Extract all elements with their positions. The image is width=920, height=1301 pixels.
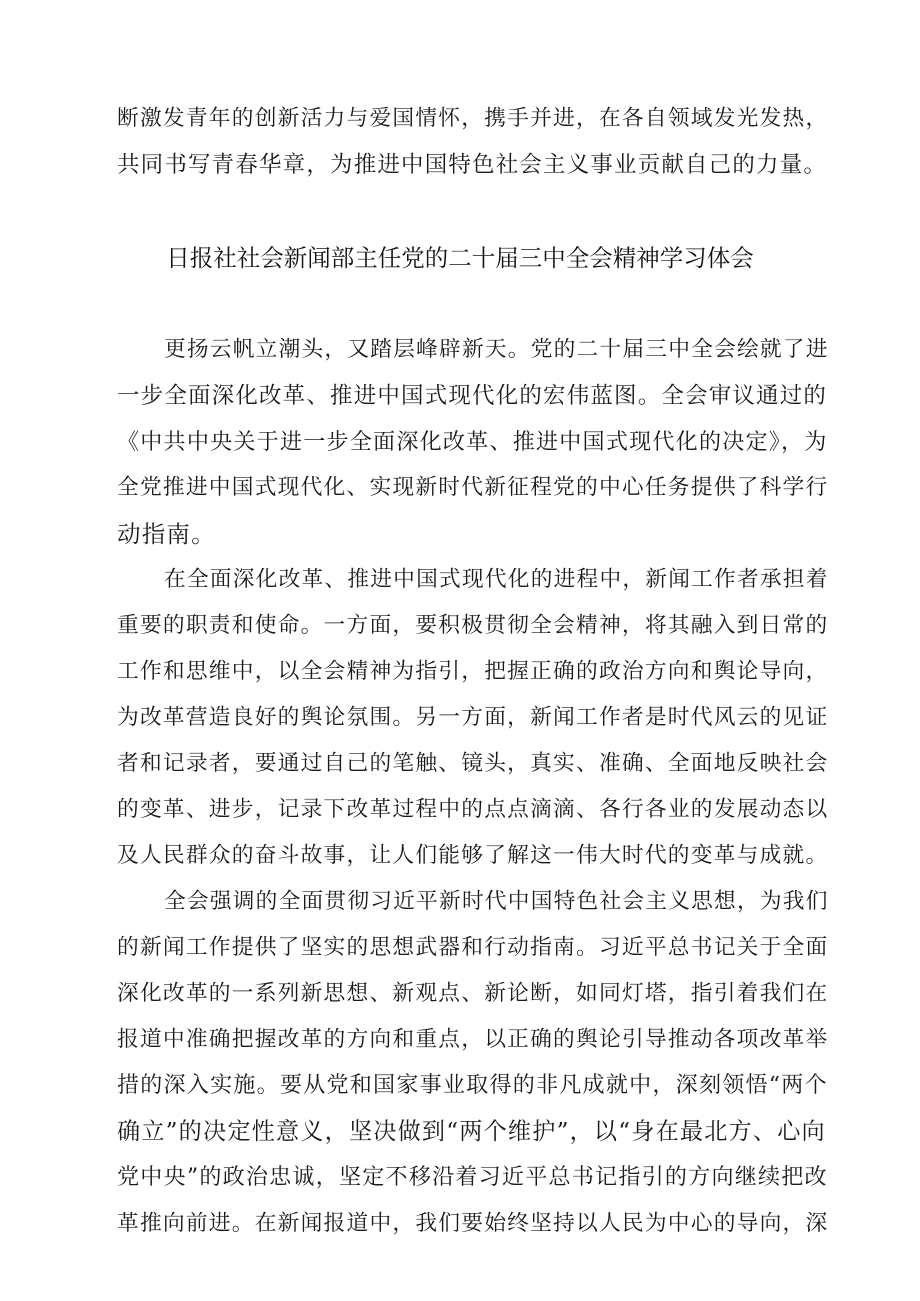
paragraph-line: 确立”的决定性意义，坚决做到“两个维护”，以“身在最北方、心向: [117, 1119, 826, 1145]
paragraph-line: 更扬云帆立潮头，又踏层峰辟新天。党的二十届三中全会绘就了进: [164, 337, 829, 362]
paragraph-line: 为改革营造良好的舆论氛围。另一方面，新闻工作者是时代风云的见证: [117, 705, 829, 730]
paragraph-line: 的新闻工作提供了坚实的思想武器和行动指南。习近平总书记关于全面: [117, 935, 829, 960]
paragraph-line: 工作和思维中，以全会精神为指引，把握正确的政治方向和舆论导向，: [117, 659, 829, 684]
intro-line: 断激发青年的创新活力与爱国情怀，携手并进，在各自领域发光发热，: [117, 106, 829, 131]
paragraph-line: 报道中准确把握改革的方向和重点，以正确的舆论引导推动各项改革举: [117, 1027, 829, 1052]
paragraph-line: 者和记录者，要通过自己的笔触、镜头，真实、准确、全面地反映社会: [117, 751, 829, 776]
article-title: 日报社社会新闻部主任党的二十届三中全会精神学习体会: [166, 244, 754, 272]
paragraph-line: 党中央”的政治忠诚，坚定不移沿着习近平总书记指引的方向继续把改: [117, 1165, 828, 1190]
paragraph-line: 的变革、进步，记录下改革过程中的点点滴滴、各行各业的发展动态以: [117, 797, 829, 822]
paragraph-line: 重要的职责和使命。一方面，要积极贯彻全会精神，将其融入到日常的: [117, 613, 829, 638]
paragraph-line: 深化改革的一系列新思想、新观点、新论断，如同灯塔，指引着我们在: [117, 981, 829, 1006]
paragraph-line: 在全面深化改革、推进中国式现代化的进程中，新闻工作者承担着: [164, 567, 829, 592]
intro-line: 共同书写青春华章，为推进中国特色社会主义事业贡献自己的力量。: [117, 152, 828, 178]
paragraph-line: 及人民群众的奋斗故事，让人们能够了解这一伟大时代的变革与成就。: [117, 843, 829, 868]
paragraph-line: 全党推进中国式现代化、实现新时代新征程党的中心任务提供了科学行: [117, 475, 829, 500]
paragraph-line: 动指南。: [117, 520, 216, 548]
paragraph-line: 全会强调的全面贯彻习近平新时代中国特色社会主义思想，为我们: [164, 889, 829, 914]
paragraph-line: 一步全面深化改革、推进中国式现代化的宏伟蓝图。全会审议通过的: [117, 383, 828, 409]
paragraph-line: 革推向前进。在新闻报道中，我们要始终坚持以人民为中心的导向，深: [117, 1211, 829, 1236]
paragraph-line: 措的深入实施。要从党和国家事业取得的非凡成就中，深刻领悟“两个: [117, 1073, 828, 1098]
paragraph-line: 《中共中央关于进一步全面深化改革、推进中国式现代化的决定》，为: [117, 429, 828, 455]
